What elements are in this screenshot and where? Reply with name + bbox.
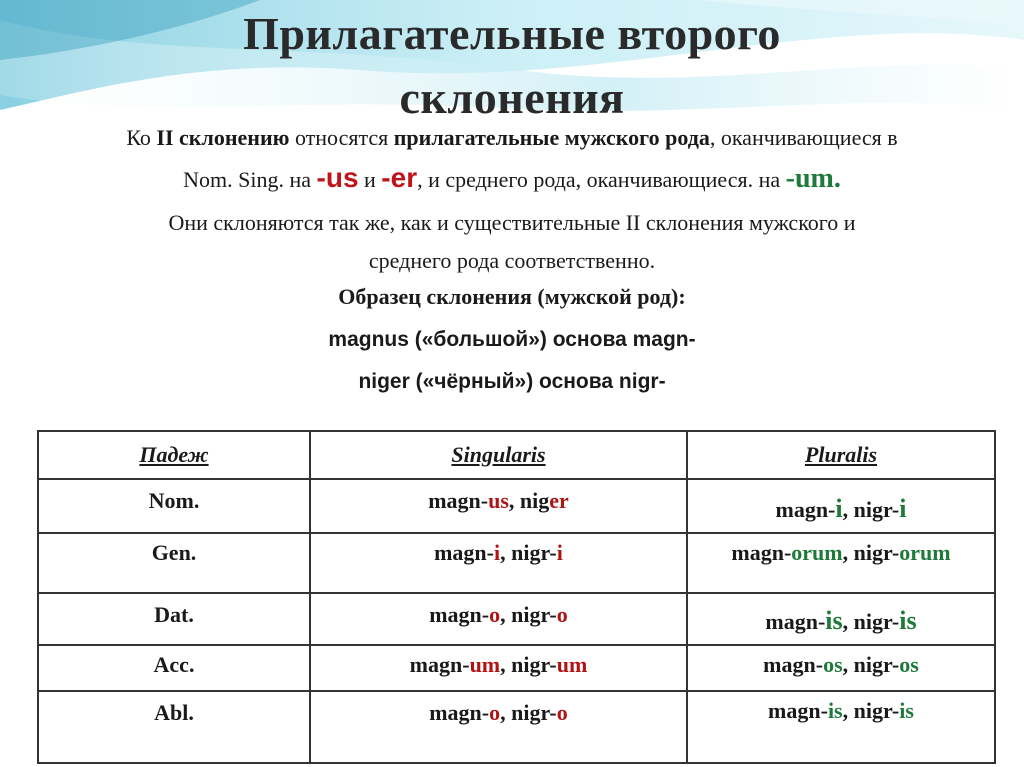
case-cell bbox=[38, 645, 310, 691]
stem-segment: magn- bbox=[428, 488, 489, 513]
title-line-2: склонения bbox=[399, 72, 625, 123]
stem-segment: magn- bbox=[409, 652, 470, 677]
ending-segment: er bbox=[549, 488, 569, 513]
header-pluralis: Pluralis bbox=[687, 431, 995, 479]
singularis-cell-content bbox=[311, 646, 686, 678]
stem-segment: magn- bbox=[763, 652, 824, 677]
pluralis-cell bbox=[687, 691, 995, 763]
stem-segment: magn- bbox=[768, 698, 828, 723]
ending-segment: o bbox=[489, 700, 501, 725]
pluralis-cell bbox=[687, 479, 995, 533]
case-label: Abl. bbox=[154, 700, 194, 725]
singularis-cell-content bbox=[311, 594, 686, 628]
ending-segment: os bbox=[899, 652, 919, 677]
sample-heading: Образец склонения (мужской род): bbox=[338, 284, 686, 309]
intro-paragraph-2-line-2: среднего рода соответственно. bbox=[368, 248, 656, 273]
stem-segment: magn- bbox=[775, 497, 836, 522]
stem-segment: , nigr- bbox=[842, 698, 900, 723]
intro-text-segment: относятся bbox=[289, 125, 394, 150]
sample-niger: niger («чёрный») основа nigr- bbox=[358, 370, 666, 393]
table-row bbox=[38, 691, 995, 763]
header-singularis: Singularis bbox=[310, 431, 687, 479]
intro-text bbox=[0, 116, 1024, 280]
stem-segment: magn- bbox=[429, 700, 490, 725]
table-row bbox=[38, 645, 995, 691]
case-cell bbox=[38, 691, 310, 763]
singularis-cell-content bbox=[311, 534, 686, 566]
ending-segment: um bbox=[469, 652, 501, 677]
table-row bbox=[38, 479, 995, 533]
ending-segment: orum bbox=[899, 540, 951, 565]
stem-segment: magn- bbox=[429, 602, 490, 627]
ending-segment: i bbox=[494, 540, 501, 565]
ending-segment: o bbox=[489, 602, 501, 627]
pluralis-cell-content bbox=[688, 480, 994, 524]
stem-segment: , nigr- bbox=[500, 700, 557, 725]
declension-table bbox=[37, 430, 996, 764]
pluralis-cell-content bbox=[688, 646, 994, 678]
pluralis-cell-content bbox=[688, 692, 994, 724]
intro-text-segment: II склонению bbox=[156, 125, 290, 150]
pluralis-cell bbox=[687, 533, 995, 593]
ending-segment: i bbox=[899, 494, 907, 523]
case-label: Acc. bbox=[153, 652, 195, 677]
ending-segment: orum bbox=[791, 540, 843, 565]
stem-segment: , nigr- bbox=[842, 540, 900, 565]
table-body bbox=[38, 479, 995, 763]
singularis-cell bbox=[310, 691, 687, 763]
table-row bbox=[38, 593, 995, 645]
header-case: Падеж bbox=[38, 431, 310, 479]
stem-segment: , nigr- bbox=[842, 497, 900, 522]
intro-text-segment: прилагательные мужского рода bbox=[393, 125, 710, 150]
intro-text-segment: и bbox=[358, 167, 382, 192]
intro-text-segment: Nom. Sing. на bbox=[183, 167, 317, 192]
stem-segment: , nigr- bbox=[500, 602, 557, 627]
page-title bbox=[0, 2, 1024, 130]
stem-segment: , nigr- bbox=[842, 609, 900, 634]
case-cell bbox=[38, 479, 310, 533]
ending-segment: i bbox=[556, 540, 563, 565]
pluralis-cell bbox=[687, 645, 995, 691]
stem-segment: , nigr- bbox=[500, 540, 557, 565]
ending-segment: is bbox=[899, 606, 917, 635]
singularis-cell bbox=[310, 645, 687, 691]
table-header-row bbox=[38, 431, 995, 479]
case-cell bbox=[38, 533, 310, 593]
ending-segment: us bbox=[488, 488, 509, 513]
suffix-us: -us bbox=[316, 162, 359, 193]
case-cell bbox=[38, 593, 310, 645]
ending-segment: os bbox=[823, 652, 843, 677]
intro-text-segment: Ко bbox=[126, 125, 157, 150]
stem-segment: , nigr- bbox=[842, 652, 900, 677]
intro-paragraph-1-line-1 bbox=[0, 116, 1024, 160]
singularis-cell bbox=[310, 533, 687, 593]
singularis-cell bbox=[310, 479, 687, 533]
sample-magnus: magnus («большой») основа magn- bbox=[328, 328, 696, 351]
pluralis-cell-content bbox=[688, 594, 994, 636]
stem-segment: magn- bbox=[765, 609, 826, 634]
ending-segment: is bbox=[827, 698, 843, 723]
title-line-1: Прилагательные второго bbox=[243, 8, 781, 59]
ending-segment: is bbox=[825, 606, 843, 635]
singularis-cell-content bbox=[311, 692, 686, 726]
ending-segment: o bbox=[556, 602, 568, 627]
suffix-um: -um. bbox=[785, 163, 841, 194]
stem-segment: , nigr- bbox=[500, 652, 557, 677]
suffix-er: -er bbox=[381, 162, 418, 193]
case-label: Gen. bbox=[151, 540, 197, 565]
pluralis-cell-content bbox=[688, 534, 994, 566]
table-row bbox=[38, 533, 995, 593]
singularis-cell-content bbox=[311, 480, 686, 514]
case-label: Dat. bbox=[154, 602, 194, 627]
case-label: Nom. bbox=[148, 488, 200, 513]
intro-paragraph-2-line-1: Они склоняются так же, как и существительные II склонения мужского и bbox=[168, 210, 856, 235]
stem-segment: magn- bbox=[434, 540, 494, 565]
stem-segment: magn- bbox=[731, 540, 792, 565]
singularis-cell bbox=[310, 593, 687, 645]
pluralis-cell bbox=[687, 593, 995, 645]
ending-segment: o bbox=[556, 700, 568, 725]
ending-segment: um bbox=[556, 652, 588, 677]
intro-text-segment: , оканчивающиеся в bbox=[709, 125, 898, 150]
ending-segment: is bbox=[899, 698, 914, 723]
intro-text-segment: , и среднего рода, оканчивающиеся. на bbox=[417, 167, 786, 192]
intro-paragraph-1-line-2 bbox=[0, 158, 1024, 200]
stem-segment: , nig bbox=[508, 488, 550, 513]
ending-segment: i bbox=[835, 494, 843, 523]
